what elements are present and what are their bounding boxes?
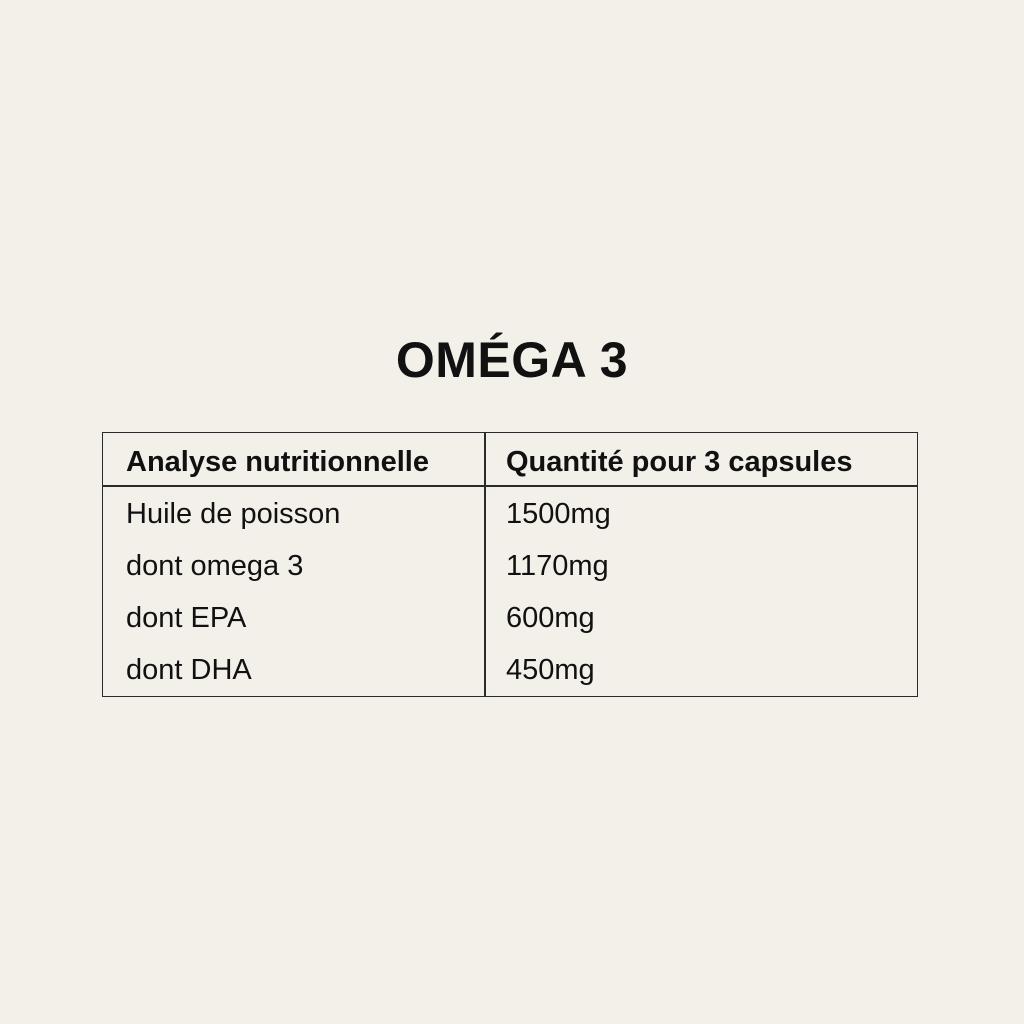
header-quantity: Quantité pour 3 capsules — [506, 446, 853, 478]
page-title: OMÉGA 3 — [395, 332, 629, 388]
row-label-epa: dont EPA — [126, 602, 247, 634]
row-label-dha: dont DHA — [126, 654, 252, 686]
row-value-fish-oil: 1500mg — [506, 498, 611, 530]
row-label-omega3: dont omega 3 — [126, 550, 304, 582]
row-label-fish-oil: Huile de poisson — [126, 498, 341, 530]
header-analysis: Analyse nutritionnelle — [126, 446, 429, 478]
row-value-epa: 600mg — [506, 602, 595, 634]
row-value-dha: 450mg — [506, 654, 595, 686]
nutrition-table — [102, 432, 918, 697]
column-divider — [484, 433, 486, 696]
header-divider — [103, 485, 917, 487]
row-value-omega3: 1170mg — [506, 550, 609, 582]
